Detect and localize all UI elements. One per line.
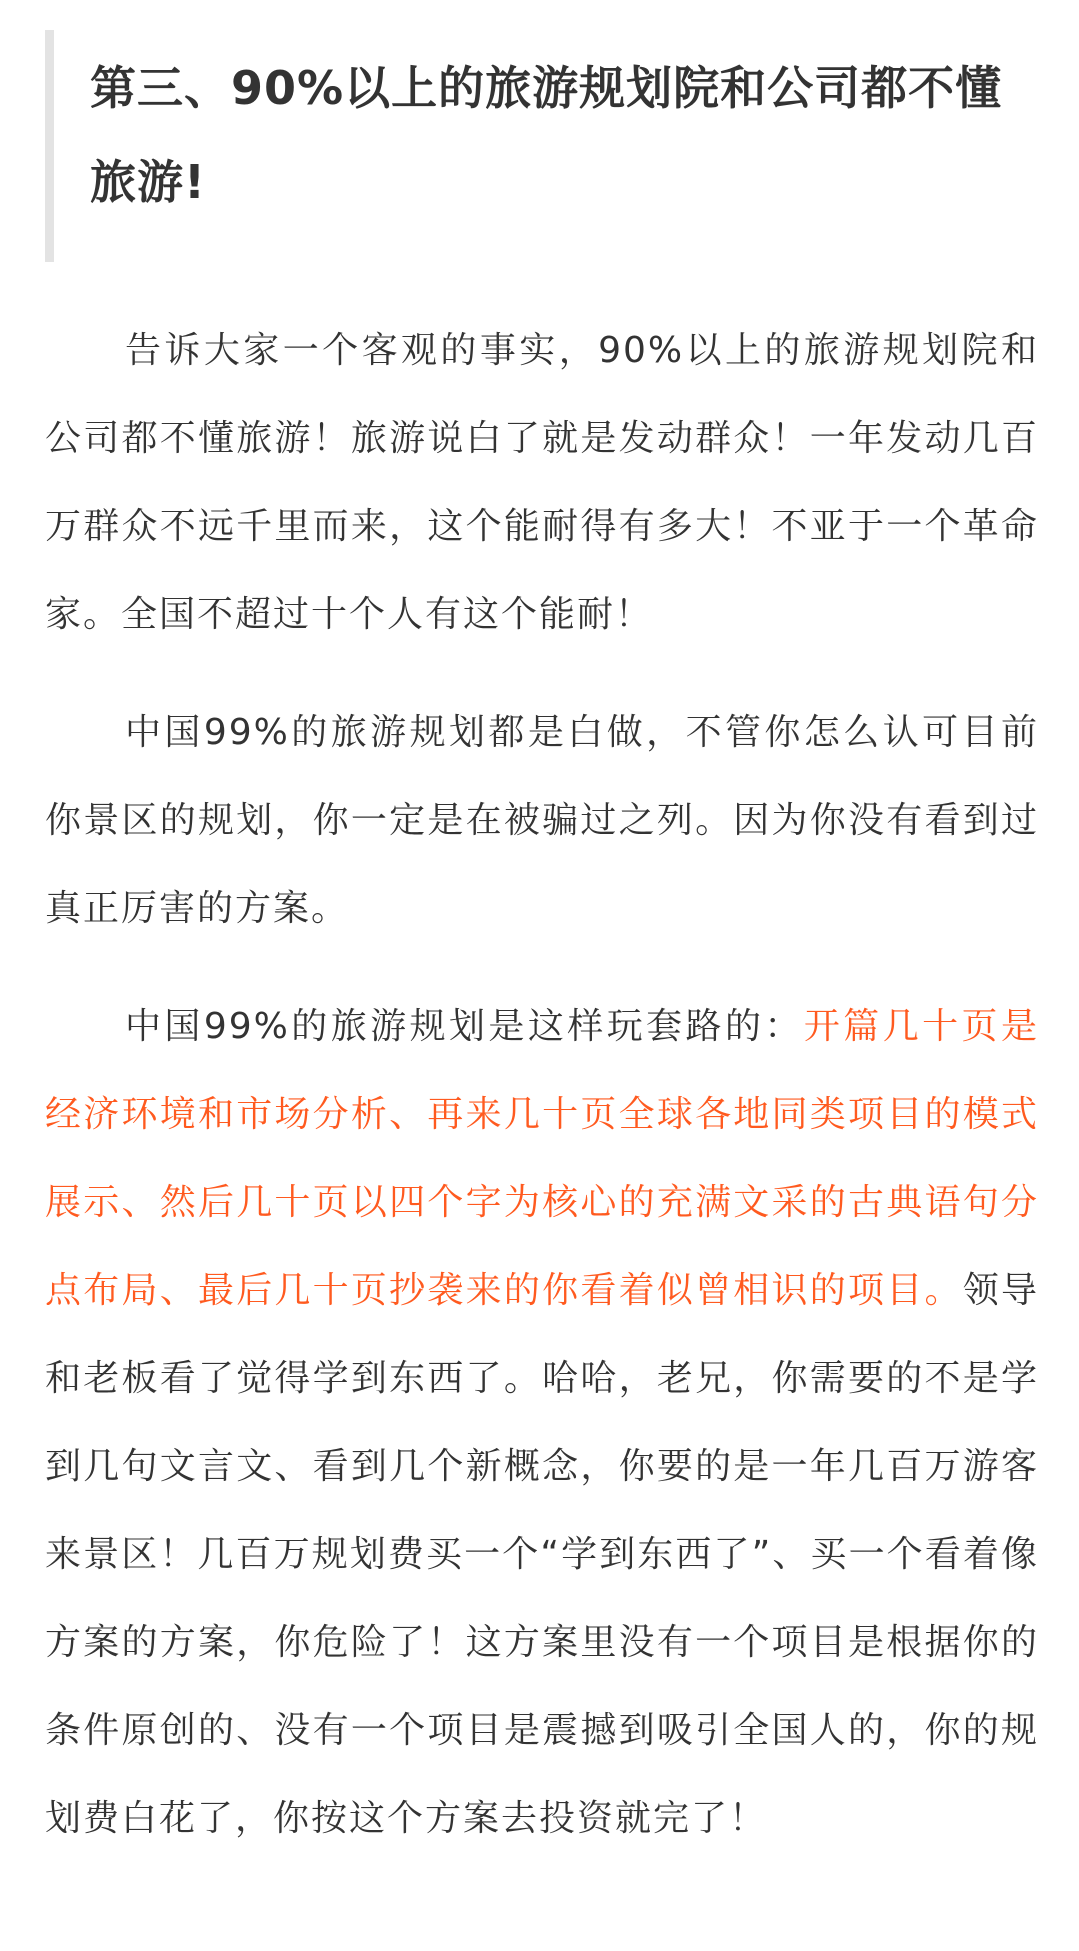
paragraph-3-highlight: 开篇几十页是经济环境和市场分析、再来几十页全球各地同类项目的模式展示、然后几十页以四个字为核心的充满文采的古典语句分点布局、最后几十页抄袭来的你看着似曾相识的项目。 (45, 1006, 1039, 1311)
section-heading-block (45, 30, 1039, 262)
paragraph-1: 告诉大家一个客观的事实，90%以上的旅游规划院和公司都不懂旅游！旅游说白了就是发动群众！一年发动几百万群众不远千里而来，这个能耐得有多大！不亚于一个革命家。全国不超过十个人有这个能耐！ (45, 330, 1039, 635)
paragraph-3-tail: 领导和老板看了觉得学到东西了。哈哈，老兄，你需要的不是学到几句文言文、看到几个新概念，你要的是一年几百万游客来景区！几百万规划费买一个“学到东西了”、买一个看着像方案的方案，你危险了！这方案里没有一个项目是根据你的条件原创的、没有一个项目是震撼到吸引全国人的，你的规划费白花了，你按这个方案去投资就完了！ (45, 1270, 1039, 1839)
paragraph-3-lead: 中国99%的旅游规划是这样玩套路的： (125, 1006, 804, 1047)
article (45, 30, 1039, 1863)
paragraph-3 (45, 983, 1039, 1863)
section-heading: 第三、90%以上的旅游规划院和公司都不懂旅游! (90, 61, 1003, 209)
paragraph-2: 中国99%的旅游规划都是白做，不管你怎么认可目前你景区的规划，你一定是在被骗过之列。因为你没有看到过真正厉害的方案。 (45, 712, 1039, 929)
